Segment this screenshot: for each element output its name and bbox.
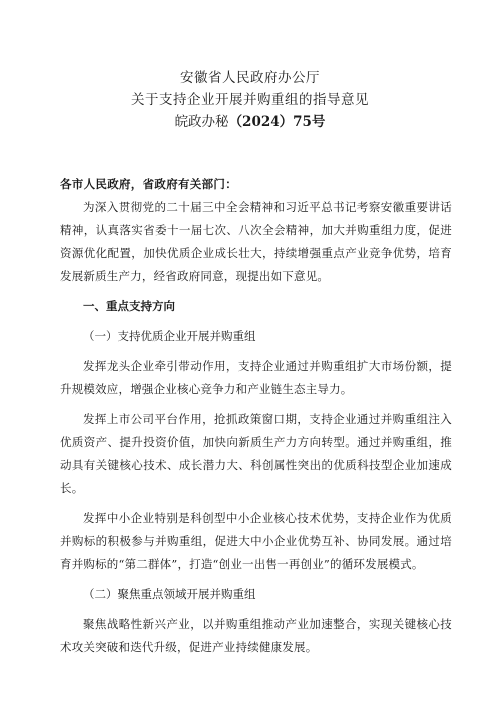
issuer-name: 安徽省人民政府办公厅 <box>180 70 320 86</box>
document-title: 关于支持企业开展并购重组的指导意见 <box>131 92 369 108</box>
doc-number-year: （2024） <box>228 114 294 130</box>
doc-number-suffix: 75号 <box>293 114 326 130</box>
paragraph: 聚焦战略性新兴产业，以并购重组推动产业加速整合，实现关键核心技术攻关突破和迭代升级，促进产业持续健康发展。 <box>60 617 452 654</box>
addressee: 各市人民政府，省政府有关部门： <box>60 177 237 191</box>
section-heading-one: 一、重点支持方向 <box>83 299 175 313</box>
paragraph: 发挥龙头企业牵引带动作用，支持企业通过并购重组扩大市场份额，提升规模效应，增强企业核心竞争力和产业链生态主导力。 <box>60 359 452 396</box>
paragraph: 发挥上市公司平台作用，抢抓政策窗口期，支持企业通过并购重组注入优质资产、提升投资价值，加快向新质生产力方向转型。通过并购重组，推动具有关键核心技术、成长潜力大、科创属性突出的优质科技型企业加速成长。 <box>60 412 452 495</box>
subsection-heading-two: （二）聚焦重点领域开展并购重组 <box>83 587 256 601</box>
document-body <box>60 196 452 659</box>
subsection-heading-one: （一）支持优质企业开展并购重组 <box>83 329 256 343</box>
paragraph: 发挥中小企业特别是科创型中小企业核心技术优势，支持企业作为优质并购标的积极参与并购重组，促进大中小企业优势互补、协同发展。通过培育并购标的“第二群体”，打造“创业一出售一再创业”的循环发展模式。 <box>60 511 452 571</box>
doc-number-prefix: 皖政办秘 <box>174 114 229 130</box>
document-number <box>0 111 500 133</box>
intro-paragraph: 为深入贯彻党的二十届三中全会精神和习近平总书记考察安徽重要讲话精神，认真落实省委十一届七次、八次全会精神，加大并购重组力度，促进资源优化配置，加快优质企业成长壮大，持续增强重点产业竞争优势，培育发展新质生产力，经省政府同意，现提出如下意见。 <box>60 200 452 283</box>
document-header <box>0 67 500 133</box>
